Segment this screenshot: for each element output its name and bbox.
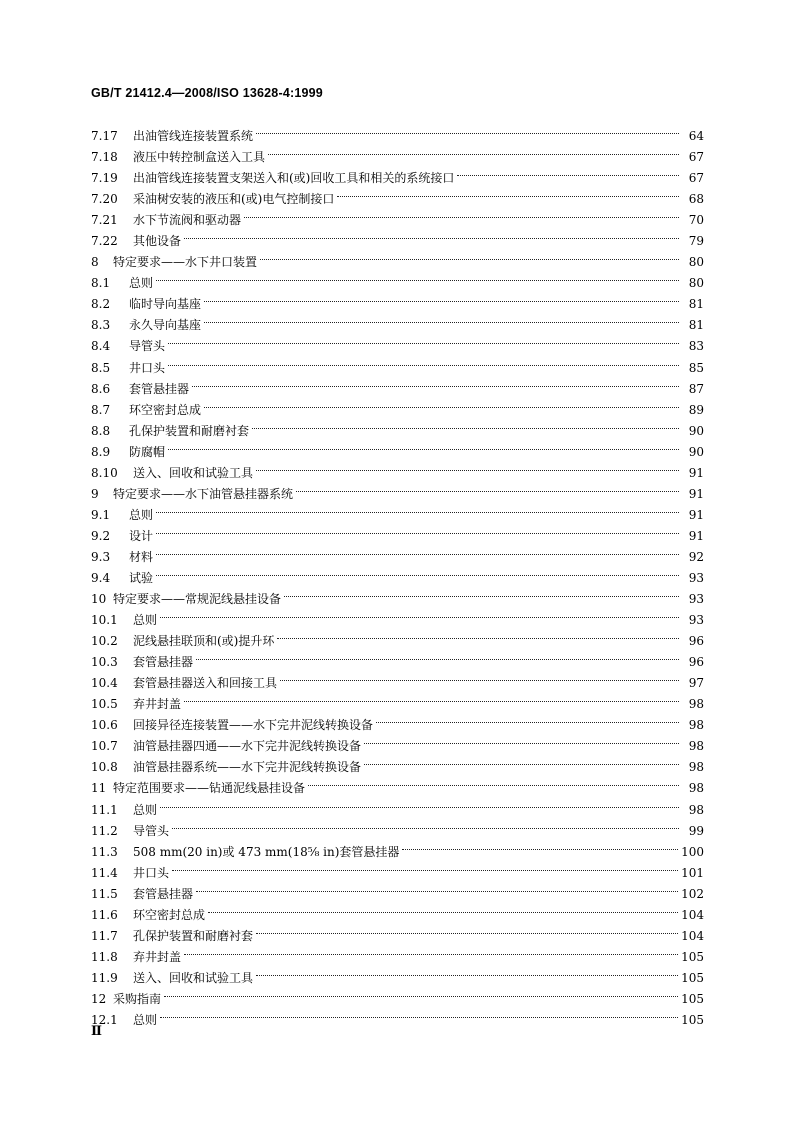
table-of-contents [91, 119, 704, 1027]
toc-entry-number: 9.1 [91, 507, 111, 522]
toc-entry-number: 12 [91, 991, 107, 1006]
toc-entry-page: 68 [688, 192, 704, 207]
toc-entry-title: 水下节流阀和驱动器 [133, 213, 242, 228]
toc-entry-title: 出油管线连接装置系统 [133, 129, 254, 143]
dot-leader [364, 750, 679, 771]
toc-entry-page: 104 [681, 928, 704, 943]
toc-entry-title: 环空密封总成 [133, 907, 206, 922]
dot-leader [244, 203, 679, 224]
dot-leader [172, 814, 679, 835]
toc-entry-number: 11.7 [91, 928, 118, 943]
dot-leader [204, 393, 679, 414]
toc-entry-page: 105 [681, 1012, 704, 1027]
toc-entry-number: 8 [91, 255, 99, 270]
dot-leader [308, 771, 679, 792]
toc-entry-page: 79 [688, 234, 704, 249]
toc-entry-page: 85 [688, 360, 704, 375]
toc-entry-title: 油管悬挂器四通——水下完井泥线转换设备 [133, 739, 362, 754]
toc-entry-title: 特定要求——常规泥线悬挂设备 [113, 592, 282, 607]
toc-entry-page: 91 [688, 507, 704, 522]
toc-entry-title: 套管悬挂器 [133, 886, 194, 901]
toc-entry-number: 9.2 [91, 528, 111, 543]
toc-entry-number: 11.4 [91, 865, 118, 880]
dot-leader [252, 414, 679, 435]
dot-leader [256, 456, 679, 477]
toc-entry-page: 97 [688, 676, 704, 691]
toc-entry[interactable] [91, 519, 704, 543]
toc-entry-number: 7.17 [91, 129, 118, 143]
toc-entry-number: 9.4 [91, 570, 111, 585]
toc-entry-page: 98 [688, 718, 704, 733]
toc-entry[interactable] [91, 793, 704, 817]
dot-leader [256, 919, 678, 940]
dot-leader [277, 624, 679, 645]
toc-entry-page: 98 [688, 739, 704, 754]
toc-entry-number: 11.3 [91, 844, 118, 859]
toc-entry-title: 回接异径连接装置——水下完井泥线转换设备 [133, 718, 374, 733]
toc-entry-number: 7.20 [91, 192, 118, 207]
toc-entry-title: 导管头 [129, 339, 166, 354]
toc-entry[interactable] [91, 329, 704, 354]
toc-entry-page: 96 [688, 634, 704, 649]
toc-entry-number: 10.4 [91, 676, 118, 691]
toc-entry-title: 孔保护装置和耐磨衬套 [133, 928, 254, 943]
toc-entry[interactable] [91, 814, 704, 838]
toc-entry-title: 油管悬挂器系统——水下完井泥线转换设备 [133, 760, 362, 775]
toc-entry-title: 特定要求——水下油管悬挂器系统 [113, 486, 294, 501]
toc-entry-title: 特定要求——水下井口装置 [113, 255, 258, 270]
toc-entry[interactable] [91, 877, 704, 901]
toc-entry-title: 采油树安装的液压和(或)电气控制接口 [133, 192, 335, 207]
toc-entry[interactable] [91, 498, 704, 522]
toc-entry-page: 80 [688, 276, 704, 291]
toc-entry-title: 永久导向基座 [129, 318, 202, 333]
toc-entry[interactable] [91, 1003, 704, 1027]
dot-leader [284, 582, 679, 603]
dot-leader [156, 519, 679, 540]
dot-leader [208, 898, 678, 919]
toc-entry-page: 98 [688, 802, 704, 817]
toc-entry-page: 100 [681, 844, 704, 859]
toc-entry-number: 8.10 [91, 465, 118, 480]
toc-entry-number: 8.5 [91, 360, 111, 375]
dot-leader [156, 561, 679, 582]
toc-entry-title: 环空密封总成 [129, 402, 202, 417]
toc-entry-title: 送入、回收和试验工具 [133, 465, 254, 480]
toc-entry-title: 试验 [129, 570, 154, 585]
toc-entry-page: 89 [688, 402, 704, 417]
toc-entry-title: 材料 [129, 549, 154, 564]
toc-entry-number: 10.5 [91, 697, 118, 712]
toc-entry-page: 93 [688, 613, 704, 628]
toc-entry[interactable] [91, 982, 704, 1006]
dot-leader [376, 708, 679, 729]
dot-leader [160, 1003, 678, 1024]
toc-entry[interactable] [91, 582, 704, 607]
toc-entry-number: 10.7 [91, 739, 118, 754]
toc-entry-number: 8.8 [91, 423, 111, 438]
toc-entry-title: 液压中转控制盒送入工具 [133, 150, 266, 165]
toc-entry-page: 99 [688, 823, 704, 838]
dot-leader [337, 182, 679, 203]
toc-entry-number: 7.21 [91, 213, 118, 228]
toc-entry-number: 11.1 [91, 802, 118, 817]
toc-entry-number: 7.19 [91, 171, 118, 186]
toc-entry-number: 10.6 [91, 718, 118, 733]
dot-leader [402, 835, 678, 856]
toc-entry-number: 12.1 [91, 1012, 118, 1027]
document-header: GB/T 21412.4—2008/ISO 13628-4:1999 [91, 86, 323, 100]
toc-entry-title: 套管悬挂器送入和回接工具 [133, 676, 278, 691]
toc-entry[interactable] [91, 561, 704, 585]
toc-entry[interactable] [91, 351, 704, 375]
toc-entry-page: 67 [688, 150, 704, 165]
toc-entry-page: 93 [688, 570, 704, 585]
toc-entry-title: 套管悬挂器 [129, 381, 190, 396]
toc-entry-number: 11.6 [91, 907, 118, 922]
toc-entry-title: 总则 [129, 507, 154, 522]
toc-entry-page: 105 [681, 949, 704, 964]
toc-entry-title: 特定范围要求——钻通泥线悬挂设备 [113, 781, 306, 796]
toc-entry[interactable] [91, 961, 704, 985]
toc-entry-title: 泥线悬挂联顶和(或)提升环 [133, 634, 275, 649]
dot-leader [184, 224, 679, 245]
toc-entry-page: 101 [681, 865, 704, 880]
toc-entry-number: 10.3 [91, 655, 118, 670]
toc-entry-title: 采购指南 [113, 991, 162, 1006]
toc-entry[interactable] [91, 835, 704, 859]
dot-leader [156, 540, 679, 561]
dot-leader [196, 645, 679, 666]
dot-leader [160, 603, 679, 624]
dot-leader [160, 793, 679, 814]
toc-entry[interactable] [91, 245, 704, 270]
toc-entry-number: 10.8 [91, 760, 118, 775]
toc-entry[interactable] [91, 708, 704, 733]
toc-entry-page: 93 [688, 592, 704, 607]
dot-leader [172, 856, 678, 877]
toc-entry-page: 98 [688, 760, 704, 775]
toc-entry-page: 70 [688, 213, 704, 228]
toc-entry[interactable] [91, 372, 704, 396]
toc-entry[interactable] [91, 435, 704, 459]
toc-entry-page: 91 [688, 528, 704, 543]
toc-entry-number: 7.18 [91, 150, 118, 165]
dot-leader [260, 245, 679, 266]
toc-entry-number: 8.6 [91, 381, 111, 396]
toc-entry-title: 总则 [133, 1012, 158, 1027]
toc-entry-page: 92 [688, 549, 704, 564]
toc-entry-title: 其他设备 [133, 234, 182, 249]
toc-entry-page: 98 [688, 697, 704, 712]
toc-entry[interactable] [91, 856, 704, 880]
toc-entry-page: 91 [688, 465, 704, 480]
dot-leader [184, 687, 679, 708]
toc-entry-title: 弃井封盖 [133, 949, 182, 964]
toc-entry[interactable] [91, 456, 704, 480]
toc-entry-number: 11 [91, 781, 107, 796]
toc-entry-page: 67 [688, 171, 704, 186]
dot-leader [280, 666, 679, 687]
toc-entry-number: 11.9 [91, 970, 118, 985]
toc-entry-page: 98 [688, 781, 704, 796]
toc-entry-number: 9.3 [91, 549, 111, 564]
toc-entry-title: 总则 [133, 613, 158, 628]
dot-leader [268, 140, 679, 161]
page-number: Ⅱ [91, 1024, 102, 1039]
toc-entry-number: 11.8 [91, 949, 118, 964]
dot-leader [156, 266, 679, 287]
toc-entry-title: 弃井封盖 [133, 697, 182, 712]
toc-entry-page: 83 [688, 339, 704, 354]
toc-entry-page: 91 [688, 486, 704, 501]
dot-leader [204, 308, 679, 329]
toc-entry-number: 11.2 [91, 823, 118, 838]
toc-entry-page: 87 [688, 381, 704, 396]
toc-entry-number: 8.3 [91, 318, 111, 333]
dot-leader [457, 161, 679, 182]
dot-leader [364, 729, 679, 750]
toc-entry-title: 508 mm(20 in)或 473 mm(18⅝ in)套管悬挂器 [133, 844, 400, 859]
toc-entry-number: 8.9 [91, 444, 111, 459]
toc-entry-number: 8.1 [91, 276, 111, 291]
toc-entry-title: 井口头 [129, 360, 166, 375]
toc-entry-page: 80 [688, 255, 704, 270]
dot-leader [196, 877, 678, 898]
toc-entry-number: 9 [91, 486, 99, 501]
toc-entry-number: 8.7 [91, 402, 111, 417]
toc-entry-title: 孔保护装置和耐磨衬套 [129, 423, 250, 438]
toc-entry-number: 8.2 [91, 297, 111, 312]
dot-leader [256, 119, 679, 140]
toc-entry-page: 105 [681, 970, 704, 985]
dot-leader [296, 477, 679, 498]
dot-leader [256, 961, 678, 982]
toc-entry-title: 套管悬挂器 [133, 655, 194, 670]
dot-leader [156, 498, 679, 519]
toc-entry[interactable] [91, 624, 704, 649]
toc-entry-title: 送入、回收和试验工具 [133, 970, 254, 985]
toc-entry-page: 102 [681, 886, 704, 901]
toc-entry-number: 10.2 [91, 634, 118, 649]
toc-entry[interactable] [91, 287, 704, 312]
toc-entry-page: 90 [688, 423, 704, 438]
toc-entry-title: 总则 [133, 802, 158, 817]
dot-leader [168, 351, 679, 372]
dot-leader [164, 982, 678, 1003]
toc-entry-page: 105 [681, 991, 704, 1006]
dot-leader [168, 329, 679, 350]
toc-entry-title: 临时导向基座 [129, 297, 202, 312]
toc-entry-number: 10.1 [91, 613, 118, 628]
toc-entry-title: 出油管线连接装置支架送入和(或)回收工具和相关的系统接口 [133, 171, 455, 186]
toc-entry[interactable] [91, 266, 704, 291]
toc-entry-title: 设计 [129, 528, 154, 543]
toc-entry-page: 81 [688, 318, 704, 333]
toc-entry-page: 104 [681, 907, 704, 922]
toc-entry-title: 总则 [129, 276, 154, 291]
toc-entry-number: 10 [91, 592, 107, 607]
toc-entry-title: 井口头 [133, 865, 170, 880]
toc-entry-page: 64 [688, 129, 704, 143]
toc-entry-title: 防腐帽 [129, 444, 166, 459]
toc-entry[interactable] [91, 540, 704, 564]
dot-leader [184, 940, 678, 961]
toc-entry-number: 7.22 [91, 234, 118, 249]
toc-entry[interactable] [91, 603, 704, 628]
toc-entry-title: 导管头 [133, 823, 170, 838]
dot-leader [192, 372, 679, 393]
toc-entry-page: 96 [688, 655, 704, 670]
dot-leader [204, 287, 679, 308]
dot-leader [168, 435, 679, 456]
toc-entry-number: 8.4 [91, 339, 111, 354]
toc-entry[interactable] [91, 119, 704, 143]
toc-entry-page: 81 [688, 297, 704, 312]
toc-entry-page: 90 [688, 444, 704, 459]
toc-entry-number: 11.5 [91, 886, 118, 901]
